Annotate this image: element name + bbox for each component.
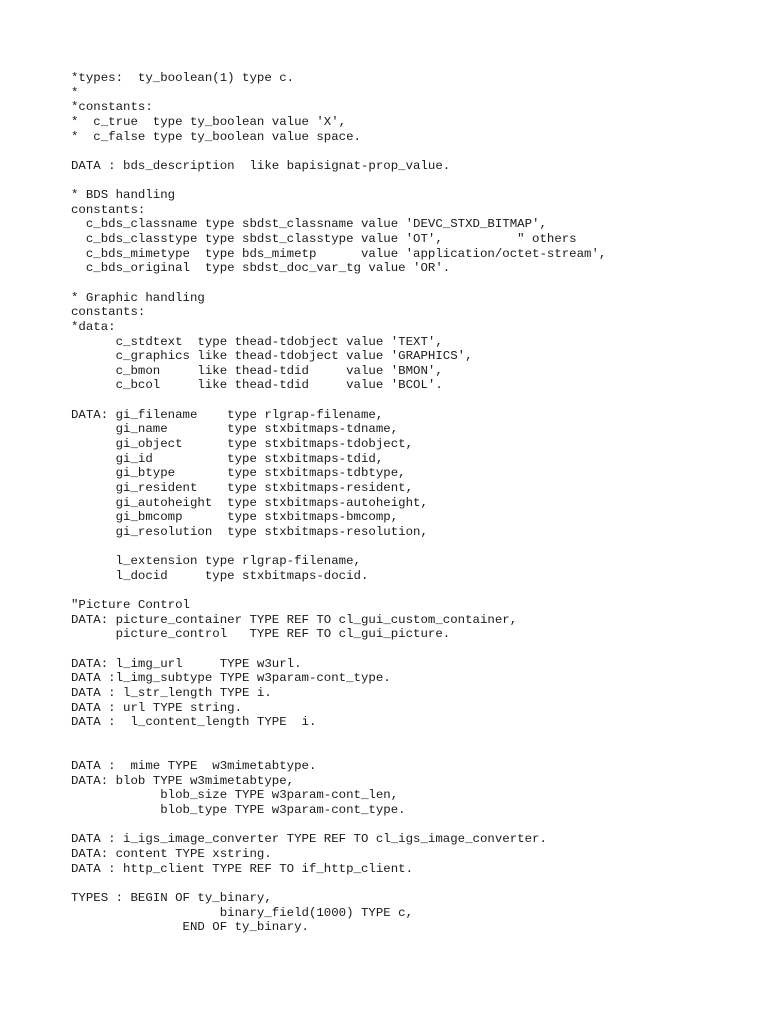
- code-line: gi_name type stxbitmaps-tdname,: [71, 422, 399, 437]
- code-line: * c_true type ty_boolean value 'X',: [71, 114, 347, 129]
- code-line: c_bmon like thead-tdid value 'BMON',: [71, 363, 443, 378]
- code-line: [71, 173, 761, 188]
- code-line: c_graphics like thead-tdobject value 'GRAPHICS',: [71, 349, 473, 364]
- code-line: DATA : i_igs_image_converter TYPE REF TO cl_igs_image_converter.: [71, 832, 547, 847]
- code-line: [71, 144, 761, 159]
- code-line: constants:: [71, 305, 146, 320]
- code-line: c_stdtext type thead-tdobject value 'TEXT',: [71, 334, 443, 349]
- code-line: DATA : l_content_length TYPE i.: [71, 715, 317, 730]
- code-line: DATA: blob TYPE w3mimetabtype,: [71, 773, 295, 788]
- code-line: TYPES : BEGIN OF ty_binary,: [71, 890, 272, 905]
- code-line: DATA: l_img_url TYPE w3url.: [71, 656, 302, 671]
- code-line: DATA : bds_description like bapisignat-prop_value.: [71, 158, 451, 173]
- code-line: c_bcol like thead-tdid value 'BCOL'.: [71, 378, 443, 393]
- code-line: DATA: gi_filename type rlgrap-filename,: [71, 407, 384, 422]
- code-line: [71, 818, 761, 833]
- code-line: c_bds_classtype type sbdst_classtype value 'OT', " others: [71, 232, 577, 247]
- code-line: gi_bmcomp type stxbitmaps-bmcomp,: [71, 510, 399, 525]
- code-line: *constants:: [71, 100, 153, 115]
- code-line: DATA: content TYPE xstring.: [71, 846, 272, 861]
- code-line: l_extension type rlgrap-filename,: [71, 554, 361, 569]
- code-line: c_bds_mimetype type bds_mimetp value 'application/octet-stream',: [71, 246, 607, 261]
- code-line: "Picture Control: [71, 598, 190, 613]
- code-line: constants:: [71, 202, 146, 217]
- code-line: END OF ty_binary.: [71, 920, 309, 935]
- code-line: blob_size TYPE w3param-cont_len,: [71, 788, 399, 803]
- code-line: [71, 276, 761, 291]
- code-listing: [71, 71, 761, 935]
- code-line: gi_autoheight type stxbitmaps-autoheight,: [71, 495, 428, 510]
- code-line: DATA : l_str_length TYPE i.: [71, 685, 272, 700]
- code-line: gi_btype type stxbitmaps-tdbtype,: [71, 466, 406, 481]
- code-line: blob_type TYPE w3param-cont_type.: [71, 803, 406, 818]
- code-line: * BDS handling: [71, 188, 176, 203]
- code-line: binary_field(1000) TYPE c,: [71, 905, 414, 920]
- code-line: [71, 744, 761, 759]
- code-line: DATA: picture_container TYPE REF TO cl_gui_custom_container,: [71, 612, 518, 627]
- code-line: *: [71, 85, 79, 100]
- code-line: c_bds_classname type sbdst_classname value 'DEVC_STXD_BITMAP',: [71, 217, 547, 232]
- code-line: * Graphic handling: [71, 290, 205, 305]
- code-line: gi_resident type stxbitmaps-resident,: [71, 480, 414, 495]
- code-line: c_bds_original type sbdst_doc_var_tg value 'OR'.: [71, 261, 451, 276]
- code-line: *types: ty_boolean(1) type c.: [71, 71, 295, 85]
- code-line: DATA :l_img_subtype TYPE w3param-cont_type.: [71, 671, 391, 686]
- code-line: [71, 730, 761, 745]
- code-line: gi_resolution type stxbitmaps-resolution,: [71, 524, 428, 539]
- code-line: [71, 642, 761, 657]
- code-line: picture_control TYPE REF TO cl_gui_picture.: [71, 627, 451, 642]
- code-line: gi_id type stxbitmaps-tdid,: [71, 451, 384, 466]
- code-line: [71, 393, 761, 408]
- code-line: DATA : url TYPE string.: [71, 700, 243, 715]
- code-line: l_docid type stxbitmaps-docid.: [71, 568, 369, 583]
- code-line: * c_false type ty_boolean value space.: [71, 129, 361, 144]
- code-line: gi_object type stxbitmaps-tdobject,: [71, 437, 414, 452]
- code-line: [71, 876, 761, 891]
- code-line: DATA : mime TYPE w3mimetabtype.: [71, 759, 317, 774]
- code-line: [71, 583, 761, 598]
- code-line: [71, 540, 761, 555]
- code-line: *data:: [71, 319, 116, 334]
- code-line: DATA : http_client TYPE REF TO if_http_client.: [71, 861, 414, 876]
